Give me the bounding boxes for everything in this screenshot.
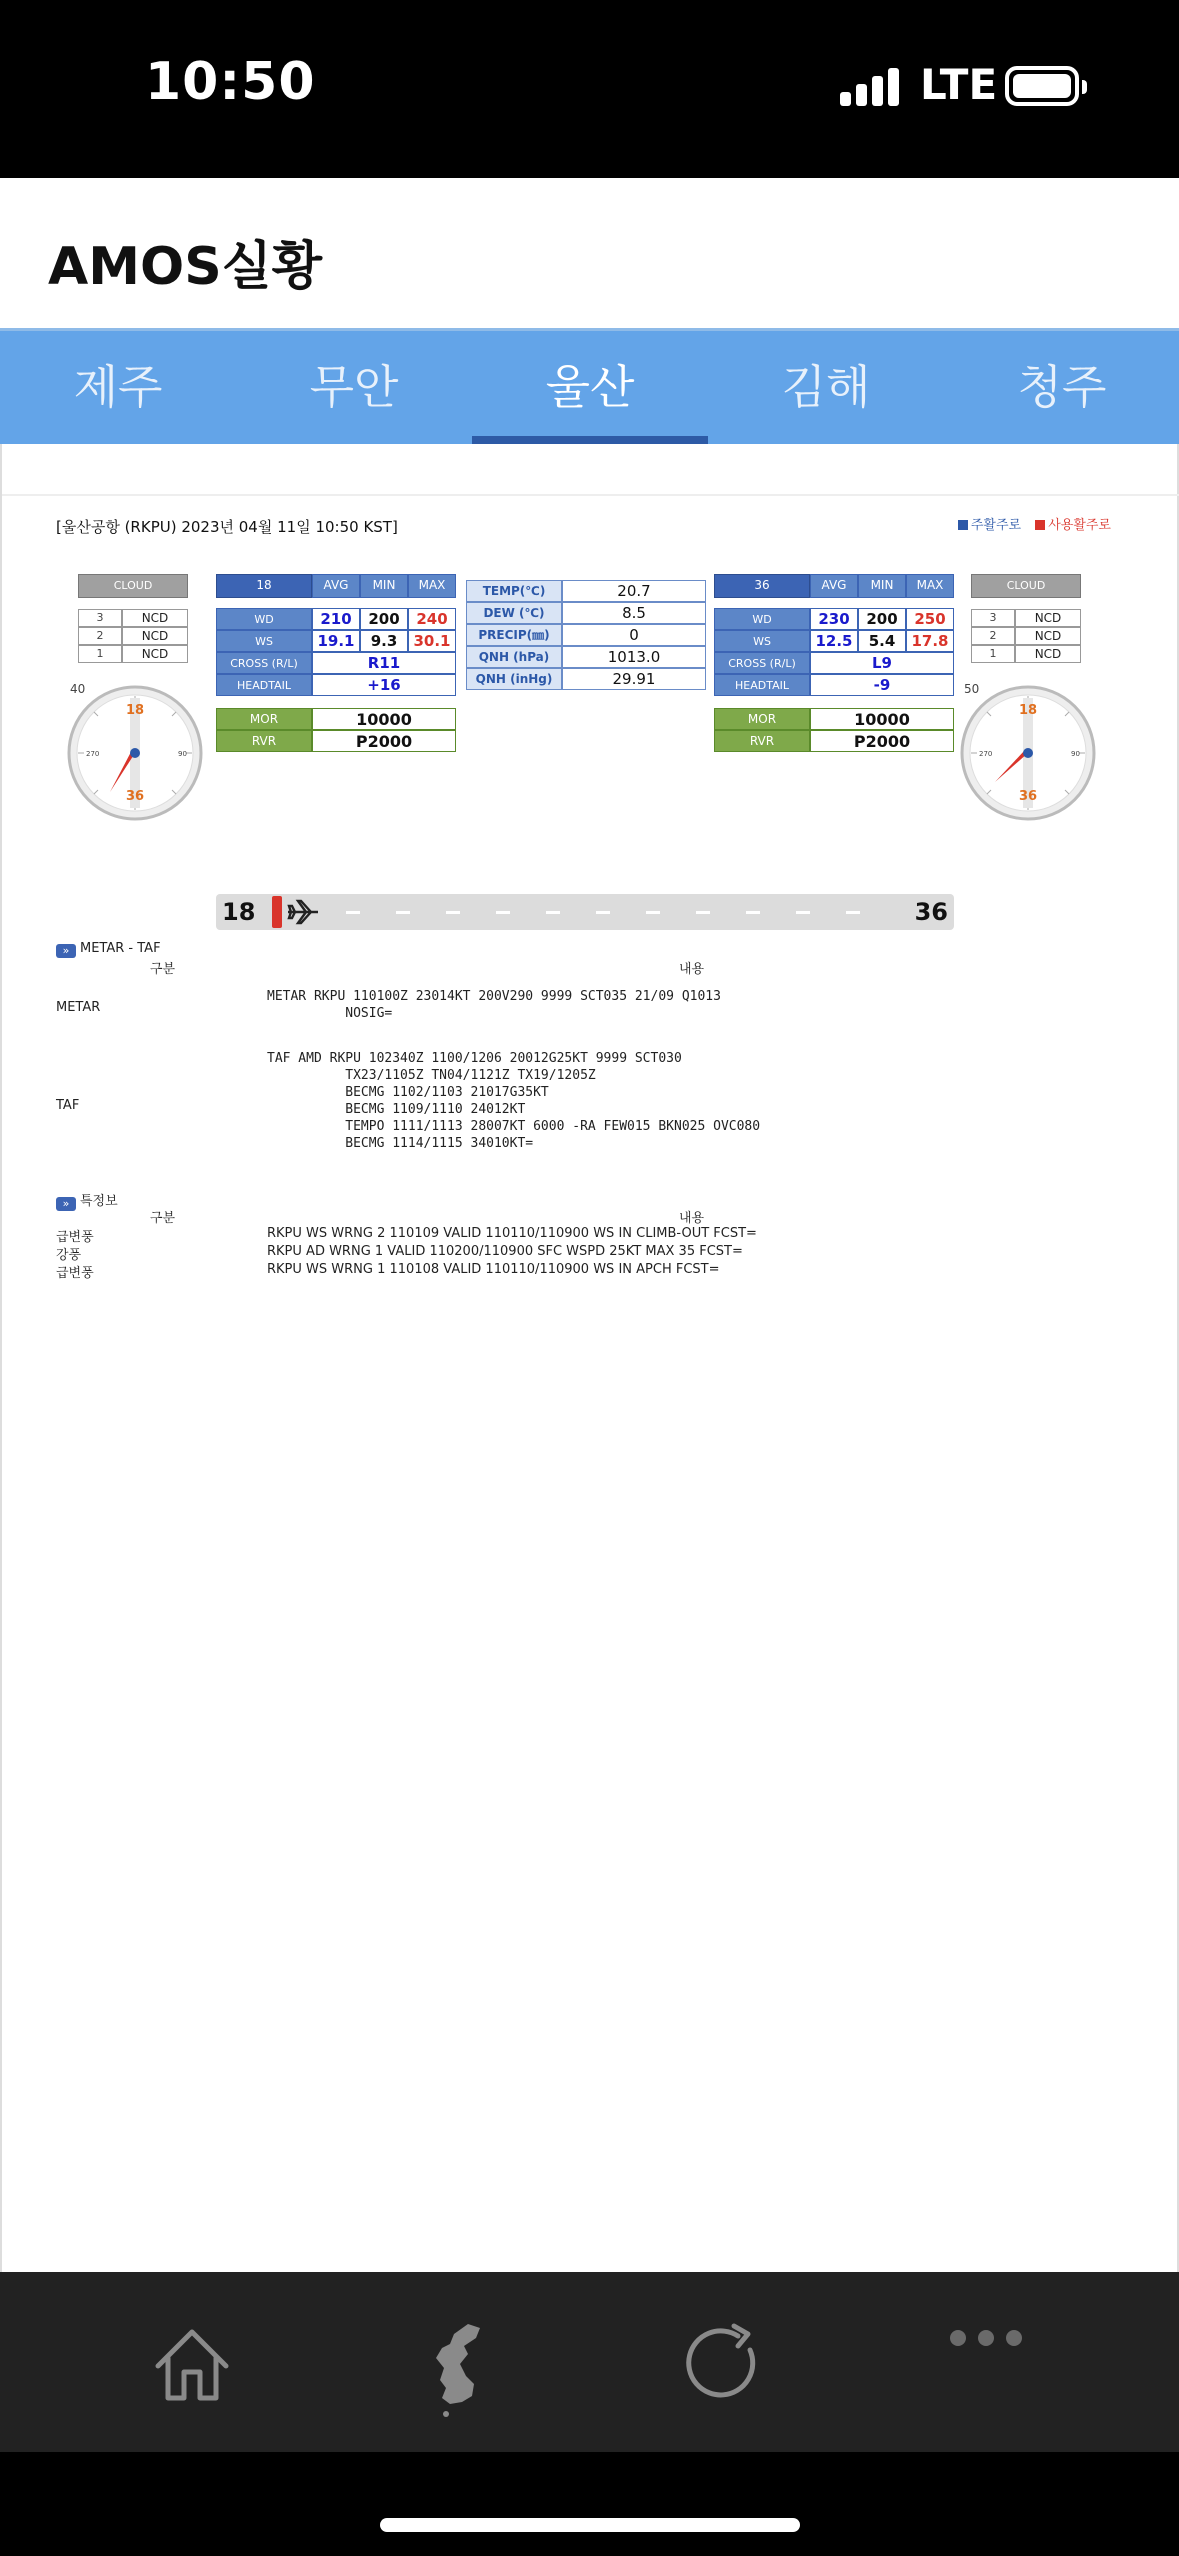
right-wd-label: WD xyxy=(714,608,810,630)
left-mor-value: 10000 xyxy=(312,708,456,730)
warning-type: 급변풍 xyxy=(56,1230,94,1245)
runway-centerline xyxy=(546,911,560,914)
home-button[interactable] xyxy=(92,2272,292,2452)
taf-text: TAF AMD RKPU 102340Z 1100/1206 20012G25KT 9999 SCT030 TX23/1105Z TN04/1121Z TX19/1205Z BECMG 1102/1103 21017G35KT BECMG 1109/1110 24012KT TEMPO 1111/1113 28007KT 6000 -RA FEW015 BKN025 OVC080 BECMG 1114/1115 34010KT= xyxy=(267,1051,761,1151)
right-cloud-layer: 2 xyxy=(971,627,1015,645)
right-ws-label: WS xyxy=(714,630,810,652)
left-wd-max: 240 xyxy=(408,608,456,630)
left-col-avg: AVG xyxy=(312,574,360,598)
right-col-avg: AVG xyxy=(810,574,858,598)
more-button[interactable] xyxy=(886,2272,1086,2452)
right-col-min: MIN xyxy=(858,574,906,598)
taf-label: TAF xyxy=(56,1098,80,1113)
home-icon xyxy=(92,2272,292,2452)
metar-col-type: 구분 xyxy=(150,962,176,977)
right-wd-avg: 230 xyxy=(810,608,858,630)
warning-text: RKPU WS WRNG 2 110109 VALID 110110/110900 WS IN CLIMB-OUT FCST= xyxy=(267,1226,757,1241)
report-title: [울산공항 (RKPU) 2023년 04월 11일 10:50 KST] xyxy=(56,518,398,536)
left-ws-min: 9.3 xyxy=(360,630,408,652)
runway-centerline xyxy=(646,911,660,914)
tab-jeju[interactable]: 제주 xyxy=(73,360,163,414)
left-wd-min: 200 xyxy=(360,608,408,630)
right-headtail-label: HEADTAIL xyxy=(714,674,810,696)
divider xyxy=(2,494,1179,496)
right-compass-wind-label: 50 xyxy=(964,682,980,696)
airplane-icon xyxy=(286,898,320,926)
network-type: LTE xyxy=(920,60,998,109)
refresh-icon xyxy=(622,2272,822,2452)
left-wind-compass-icon xyxy=(66,684,204,822)
runway-centerline xyxy=(496,911,510,914)
left-headtail-value: +16 xyxy=(312,674,456,696)
qnh-hpa-value: 1013.0 xyxy=(562,646,706,668)
right-cloud-value: NCD xyxy=(1015,627,1081,645)
left-ws-avg: 19.1 xyxy=(312,630,360,652)
airport-tabs xyxy=(0,328,1179,444)
main-runway-legend-icon xyxy=(958,520,968,530)
chevron-right-icon: » xyxy=(56,944,76,958)
legend-active-runway: 사용활주로 xyxy=(1048,518,1111,533)
qnh-inhg-label: QNH (inHg) xyxy=(466,668,562,690)
left-col-min: MIN xyxy=(360,574,408,598)
left-cloud-value: NCD xyxy=(122,627,188,645)
right-cross-value: L9 xyxy=(810,652,954,674)
left-ws-max: 30.1 xyxy=(408,630,456,652)
qnh-inhg-value: 29.91 xyxy=(562,668,706,690)
signal-icon xyxy=(840,66,900,106)
left-mor-label: MOR xyxy=(216,708,312,730)
warning-type: 급변풍 xyxy=(56,1266,94,1281)
battery-icon xyxy=(1005,66,1079,106)
right-cloud-layer: 3 xyxy=(971,609,1015,627)
right-runway-number: 36 xyxy=(714,574,810,598)
runway-centerline xyxy=(346,911,360,914)
left-col-max: MAX xyxy=(408,574,456,598)
metar-label: METAR xyxy=(56,1000,101,1015)
left-headtail-label: HEADTAIL xyxy=(216,674,312,696)
warning-text: RKPU AD WRNG 1 VALID 110200/110900 SFC WSPD 25KT MAX 35 FCST= xyxy=(267,1244,743,1259)
right-wd-min: 200 xyxy=(858,608,906,630)
svg-text:90: 90 xyxy=(178,750,187,758)
runway-legend xyxy=(958,514,1111,533)
svg-text:90: 90 xyxy=(1071,750,1080,758)
left-cloud-layer: 1 xyxy=(78,645,122,663)
korea-map-button[interactable] xyxy=(356,2272,556,2452)
left-rvr-value: P2000 xyxy=(312,730,456,752)
tab-gimhae[interactable]: 김해 xyxy=(781,360,871,414)
right-cloud-value: NCD xyxy=(1015,609,1081,627)
warnings-col-type: 구분 xyxy=(150,1211,176,1226)
right-rvr-value: P2000 xyxy=(810,730,954,752)
tab-cheongju[interactable]: 청주 xyxy=(1017,360,1107,414)
svg-text:270: 270 xyxy=(979,750,993,758)
runway-centerline xyxy=(446,911,460,914)
right-ws-avg: 12.5 xyxy=(810,630,858,652)
right-cloud-header: CLOUD xyxy=(971,574,1081,598)
left-cloud-layer: 2 xyxy=(78,627,122,645)
svg-text:18: 18 xyxy=(1018,703,1038,718)
status-bar xyxy=(0,0,1179,178)
left-cloud-value: NCD xyxy=(122,609,188,627)
left-wd-avg: 210 xyxy=(312,608,360,630)
content-area[interactable] xyxy=(0,444,1179,2272)
left-ws-label: WS xyxy=(216,630,312,652)
right-mor-value: 10000 xyxy=(810,708,954,730)
right-wind-compass-icon xyxy=(959,684,1097,822)
left-cloud-value: NCD xyxy=(122,645,188,663)
metar-taf-section-title xyxy=(56,941,161,958)
left-cross-value: R11 xyxy=(312,652,456,674)
svg-text:36: 36 xyxy=(1018,789,1038,804)
svg-text:36: 36 xyxy=(125,789,145,804)
right-headtail-value: -9 xyxy=(810,674,954,696)
temp-label: TEMP(℃) xyxy=(466,580,562,602)
status-time: 10:50 xyxy=(145,52,316,112)
right-ws-max: 17.8 xyxy=(906,630,954,652)
warning-text: RKPU WS WRNG 1 110108 VALID 110110/110900 WS IN APCH FCST= xyxy=(267,1262,720,1277)
active-runway-legend-icon xyxy=(1035,520,1045,530)
runway-right-number: 36 xyxy=(914,898,948,926)
korea-map-icon xyxy=(356,2272,556,2452)
metar-text: METAR RKPU 110100Z 23014KT 200V290 9999 SCT035 21/09 Q1013 NOSIG= xyxy=(267,989,721,1021)
right-cross-label: CROSS (R/L) xyxy=(714,652,810,674)
runway-centerline xyxy=(746,911,760,914)
left-runway-number: 18 xyxy=(216,574,312,598)
app-header xyxy=(0,178,1179,328)
qnh-hpa-label: QNH (hPa) xyxy=(466,646,562,668)
tab-ulsan[interactable]: 울산 xyxy=(472,331,708,444)
warnings-section-title xyxy=(56,1190,118,1211)
runway-threshold-marker xyxy=(272,896,282,928)
runway-centerline xyxy=(696,911,710,914)
page-title: AMOS실황 xyxy=(48,237,323,297)
legend-main-runway: 주활주로 xyxy=(970,518,1022,533)
chevron-right-icon: » xyxy=(56,1197,76,1211)
dew-value: 8.5 xyxy=(562,602,706,624)
metar-col-content: 내용 xyxy=(679,962,705,977)
dew-label: DEW (℃) xyxy=(466,602,562,624)
precip-label: PRECIP(㎜) xyxy=(466,624,562,646)
bottom-nav xyxy=(0,2272,1179,2452)
runway-centerline xyxy=(846,911,860,914)
left-rvr-label: RVR xyxy=(216,730,312,752)
runway-centerline xyxy=(396,911,410,914)
warnings-col-content: 내용 xyxy=(679,1211,705,1226)
right-rvr-label: RVR xyxy=(714,730,810,752)
runway-left-number: 18 xyxy=(222,898,256,926)
left-cross-label: CROSS (R/L) xyxy=(216,652,312,674)
weather-panel xyxy=(2,564,1179,964)
left-cloud-header: CLOUD xyxy=(78,574,188,598)
svg-text:270: 270 xyxy=(86,750,100,758)
warning-type: 강풍 xyxy=(56,1248,82,1263)
right-mor-label: MOR xyxy=(714,708,810,730)
right-ws-min: 5.4 xyxy=(858,630,906,652)
warnings-title: 특정보 xyxy=(80,1194,118,1209)
home-indicator-area xyxy=(0,2452,1179,2556)
runway-centerline xyxy=(796,911,810,914)
home-indicator[interactable] xyxy=(380,2518,800,2532)
more-icon xyxy=(886,2272,1086,2452)
left-compass-wind-label: 40 xyxy=(70,682,86,696)
right-cloud-value: NCD xyxy=(1015,645,1081,663)
right-wd-max: 250 xyxy=(906,608,954,630)
right-col-max: MAX xyxy=(906,574,954,598)
refresh-button[interactable] xyxy=(622,2272,822,2452)
metar-taf-title: METAR - TAF xyxy=(80,941,161,956)
left-cloud-layer: 3 xyxy=(78,609,122,627)
runway-diagram xyxy=(216,894,954,930)
right-cloud-layer: 1 xyxy=(971,645,1015,663)
svg-text:18: 18 xyxy=(125,703,145,718)
tab-muan[interactable]: 무안 xyxy=(309,360,399,414)
precip-value: 0 xyxy=(562,624,706,646)
left-wd-label: WD xyxy=(216,608,312,630)
runway-centerline xyxy=(596,911,610,914)
temp-value: 20.7 xyxy=(562,580,706,602)
